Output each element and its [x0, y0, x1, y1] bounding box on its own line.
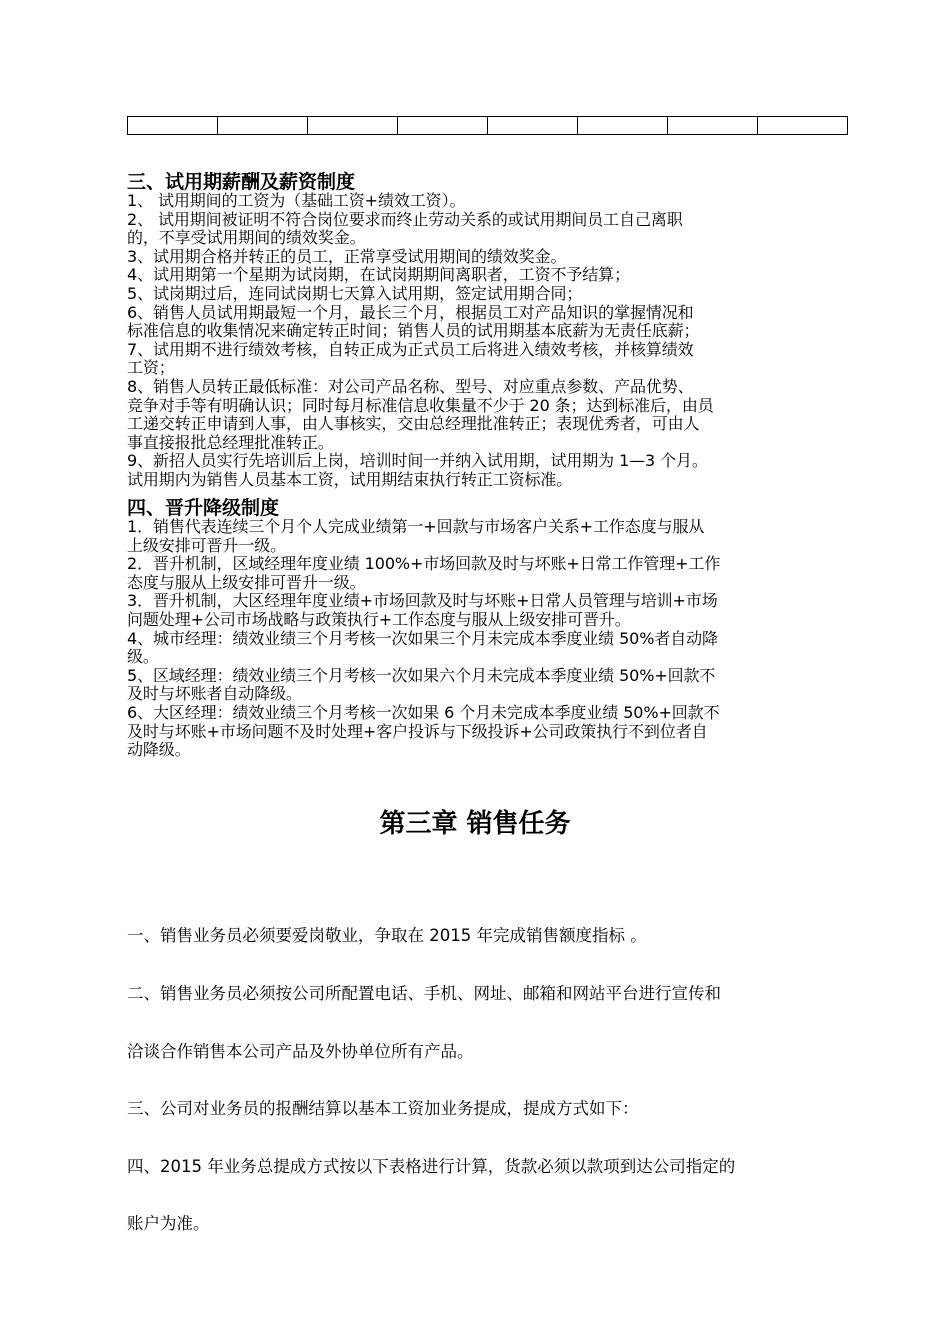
text-line: 1．销售代表连续三个月个人完成业绩第一+回款与市场客户关系+工作态度与服从 [127, 517, 705, 536]
text-line: 8、销售人员转正最低标准：对公司产品名称、型号、对应重点参数、产品优势、 [127, 376, 694, 396]
text-line: 及时与坏账+市场问题不及时处理+客户投诉与下级投诉+公司政策执行不到位者自 [127, 721, 708, 741]
paragraph-line: 四、2015 年业务总提成方式按以下表格进行计算，货款必须以款项到达公司指定的 [127, 1157, 736, 1176]
text-line: 4、城市经理：绩效业绩三个月考核一次如果三个月未完成本季度业绩 50%者自动降 [127, 628, 718, 648]
paragraph-line: 洽谈合作销售本公司产品及外协单位所有产品。 [127, 1042, 474, 1061]
text-line: 9、新招人员实行先培训后上岗，培训时间一并纳入试用期，试用期为 1—3 个月。 [127, 451, 708, 471]
table-cell [128, 117, 218, 135]
table-cell [578, 117, 668, 135]
text-line: 竞争对手等有明确认识；同时每月标准信息收集量不少于 20 条；达到标准后，由员 [127, 395, 714, 415]
table-cell [308, 117, 398, 135]
chapter-title: 第三章 销售任务 [379, 809, 571, 839]
text-line: 5、试岗期过后，连同试岗期七天算入试用期，签定试用期合同； [127, 283, 583, 303]
table-cell [488, 117, 578, 135]
paragraph-line: 一、销售业务员必须要爱岗敬业，争取在 2015 年完成销售额度指标 。 [127, 926, 647, 945]
text-line: 3．晋升机制，大区经理年度业绩+市场回款及时与坏账+日常人员管理与培训+市场 [127, 591, 718, 611]
table-cell [218, 117, 308, 135]
text-line: 标准信息的收集情况来确定转正时间；销售人员的试用期基本底薪为无责任底薪； [127, 321, 700, 341]
text-line: 的，不享受试用期间的绩效奖金。 [127, 228, 366, 248]
text-line: 6、销售人员试用期最短一个月，最长三个月，根据员工对产品知识的掌握情况和 [127, 302, 694, 322]
text-line: 4、试用期第一个星期为试岗期，在试岗期期间离职者，工资不予结算； [127, 265, 630, 285]
paragraph-line: 账户为准。 [127, 1214, 210, 1233]
text-line: 2．晋升机制，区域经理年度业绩 100%+市场回款及时与坏账+日常工作管理+工作 [127, 554, 721, 574]
text-line: 态度与服从上级安排可晋升一级。 [127, 572, 366, 592]
paragraph-line: 二、销售业务员必须按公司所配置电话、手机、网址、邮箱和网站平台进行宣传和 [127, 984, 721, 1003]
table-row [128, 117, 848, 135]
text-line: 7、试用期不进行绩效考核，自转正成为正式员工后将进入绩效考核，并核算绩效 [127, 339, 694, 359]
section-probation-pay [127, 172, 827, 490]
text-line: 级。 [127, 647, 159, 667]
table-cell [758, 117, 848, 135]
text-line: 工递交转正申请到人事，由人事核实，交由总经理批准转正；表现优秀者，可由人 [127, 414, 700, 434]
text-line: 工资； [127, 358, 175, 378]
text-line: 问题处理+公司市场战略与政策执行+工作态度与服从上级安排可晋升。 [127, 609, 631, 629]
table-cell [398, 117, 488, 135]
text-line: 6、大区经理：绩效业绩三个月考核一次如果 6 个月未完成本季度业绩 50%+回款不 [127, 702, 720, 722]
table-fragment [127, 116, 848, 135]
text-line: 动降级。 [127, 740, 191, 760]
section-heading: 四、晋升降级制度 [127, 497, 280, 519]
section-promotion-demotion [127, 498, 827, 760]
text-line: 上级安排可晋升一级。 [127, 535, 287, 555]
section-heading: 三、试用期薪酬及薪资制度 [127, 171, 356, 193]
text-line: 试用期内为销售人员基本工资，试用期结束执行转正工资标准。 [127, 469, 573, 489]
text-line: 5、区域经理：绩效业绩三个月考核一次如果六个月未完成本季度业绩 50%+回款不 [127, 665, 716, 685]
table-cell [668, 117, 758, 135]
paragraph-line: 三、公司对业务员的报酬结算以基本工资加业务提成，提成方式如下： [127, 1099, 639, 1118]
text-line: 1、 试用期间的工资为（基础工资+绩效工资）。 [127, 191, 466, 210]
text-line: 事直接报批总经理批准转正。 [127, 432, 334, 452]
text-line: 2、 试用期间被证明不符合岗位要求而终止劳动关系的或试用期间员工自己离职 [127, 209, 683, 229]
text-line: 3、试用期合格并转正的员工，正常享受试用期间的绩效奖金。 [127, 246, 567, 266]
text-line: 及时与坏账者自动降级。 [127, 684, 302, 704]
